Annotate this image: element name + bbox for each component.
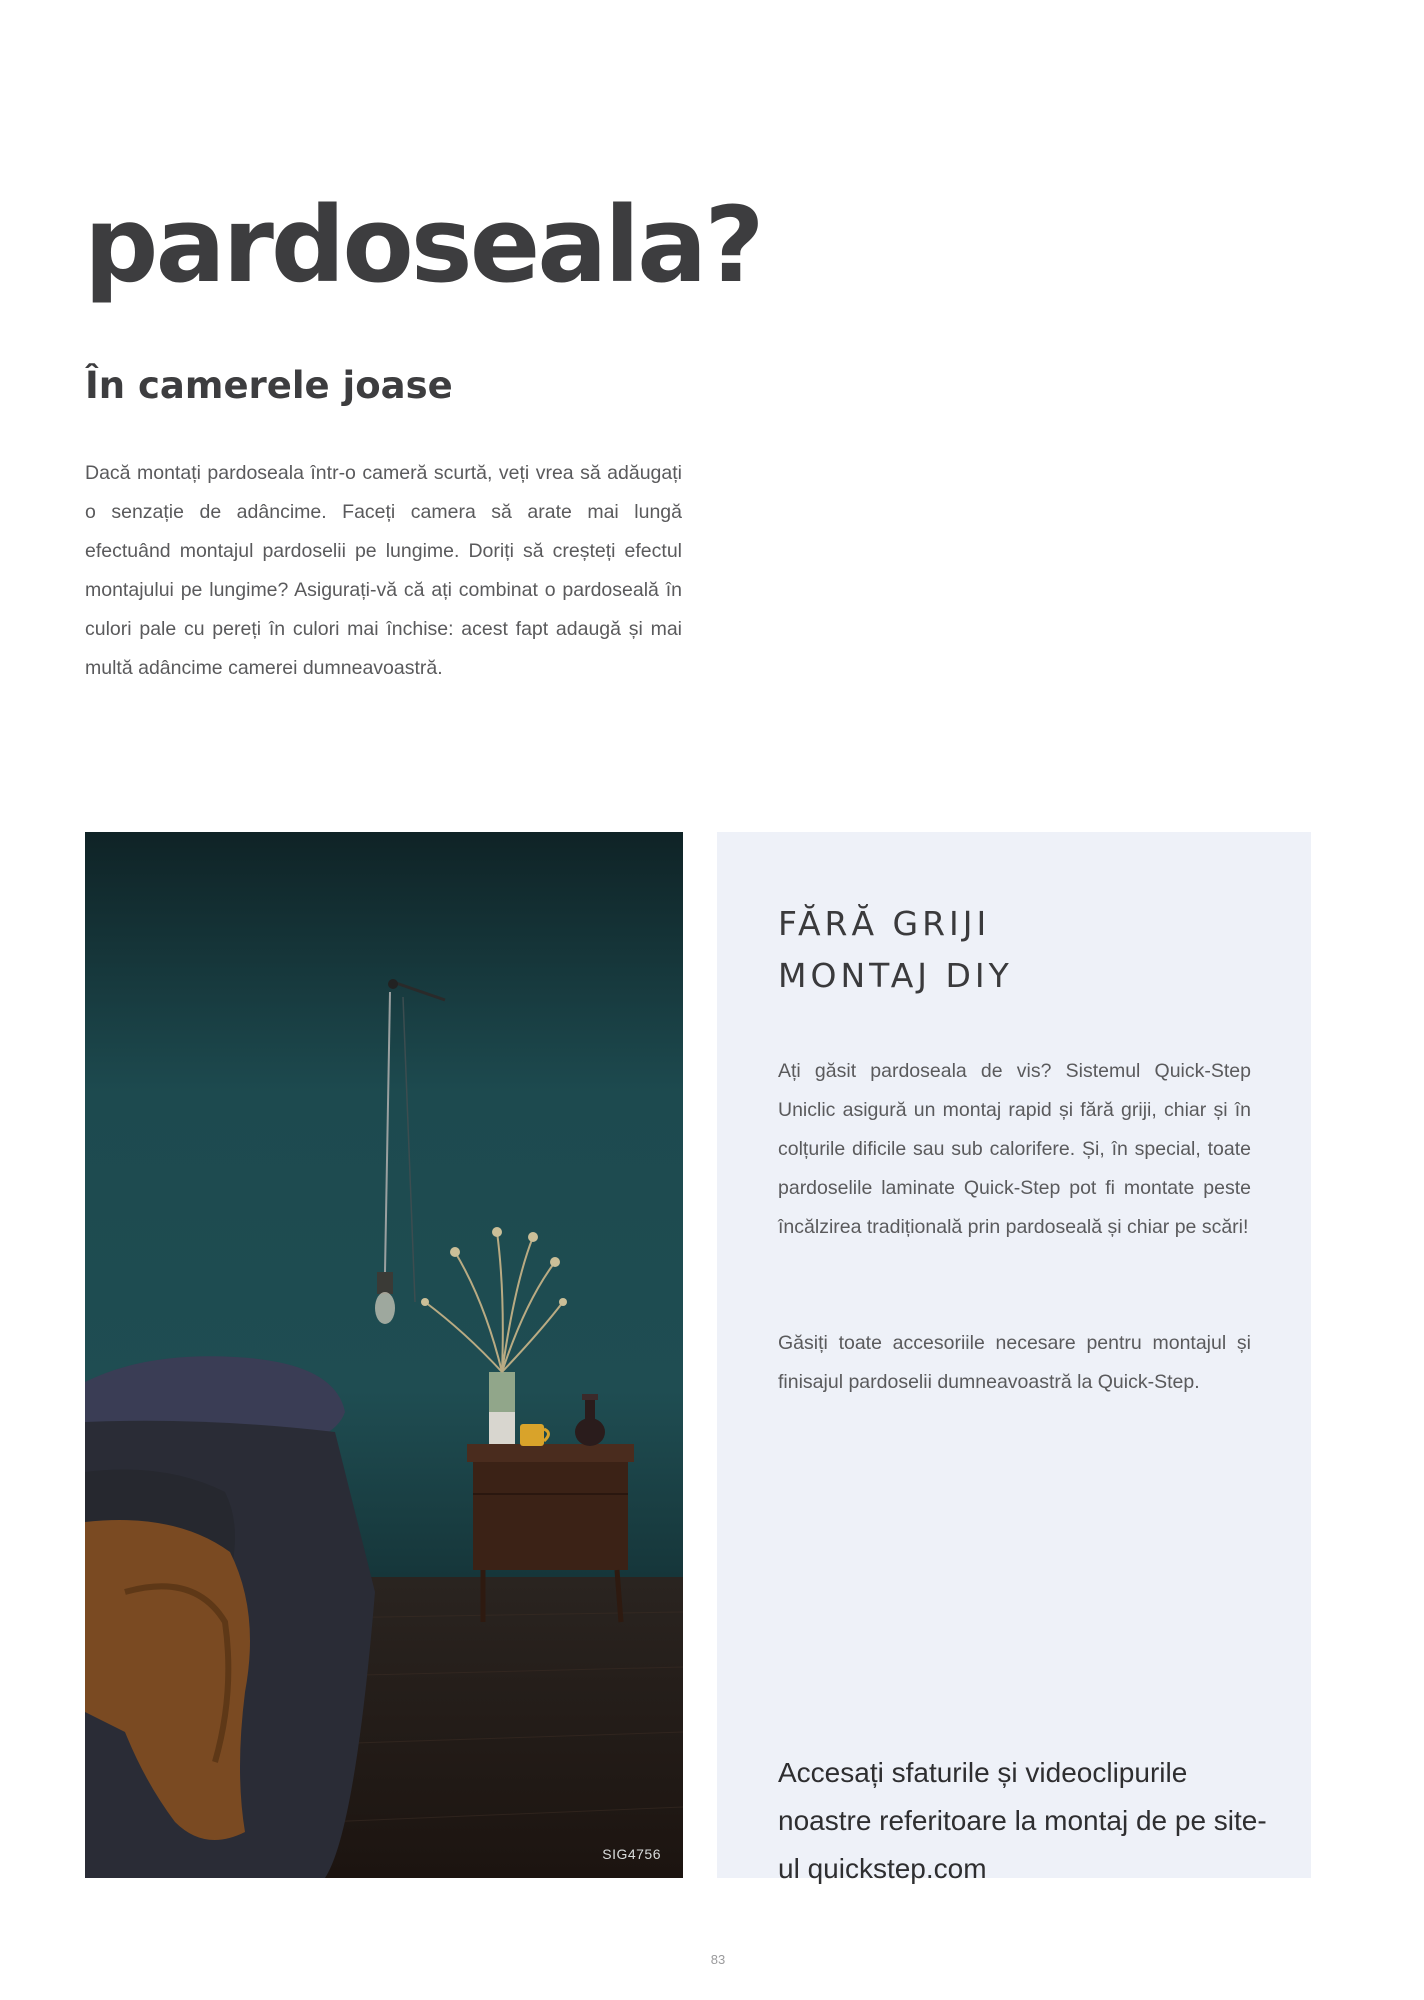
bedroom-illustration (85, 832, 683, 1878)
page-title: pardoseala? (84, 184, 762, 306)
panel-paragraph-2: Găsiți toate accesoriile necesare pentru montajul și finisajul pardoselii dumneavoastră la Quick-Step. (778, 1332, 1251, 1393)
panel-paragraph-1: Ați găsit pardoseala de vis? Sistemul Quick-Step Uniclic asigură un montaj rapid și fără griji, chiar și în colțurile dificile sau sub calorifere. Și, în special, toate pardoselile laminate Quick-Step pot fi montate peste încălzirea tradițională prin pardoseală și chiar pe scări! (778, 1060, 1251, 1238)
panel-cta: Accesați sfaturile și videoclipurile noastre referitoare la montaj de pe site-ul quickstep.com (778, 1757, 1267, 1884)
page-number: 83 (710, 1952, 726, 1967)
photo-code: SIG4756 (602, 1846, 661, 1862)
bedroom-photo (85, 832, 683, 1878)
panel-title-line1: FĂRĂ GRIJI (778, 904, 991, 943)
section-subtitle: În camerele joase (85, 364, 453, 407)
panel-title (778, 898, 1013, 1002)
diy-info-panel (717, 832, 1311, 1884)
intro-paragraph: Dacă montați pardoseala într-o cameră scurtă, veți vrea să adăugați o senzație de adâncime. Faceți camera să arate mai lungă efectuând montajul pardoselii pe lungime. Doriți să creșteți efectul montajului pe lungime? Asigurați-vă că ați combinat o pardoseală în culori pale cu pereți în culori mai închise: acest fapt adaugă și mai multă adâncime camerei dumneavoastră. (85, 462, 682, 679)
bed (85, 1356, 375, 1878)
panel-title-line2: MONTAJ DIY (778, 956, 1013, 995)
